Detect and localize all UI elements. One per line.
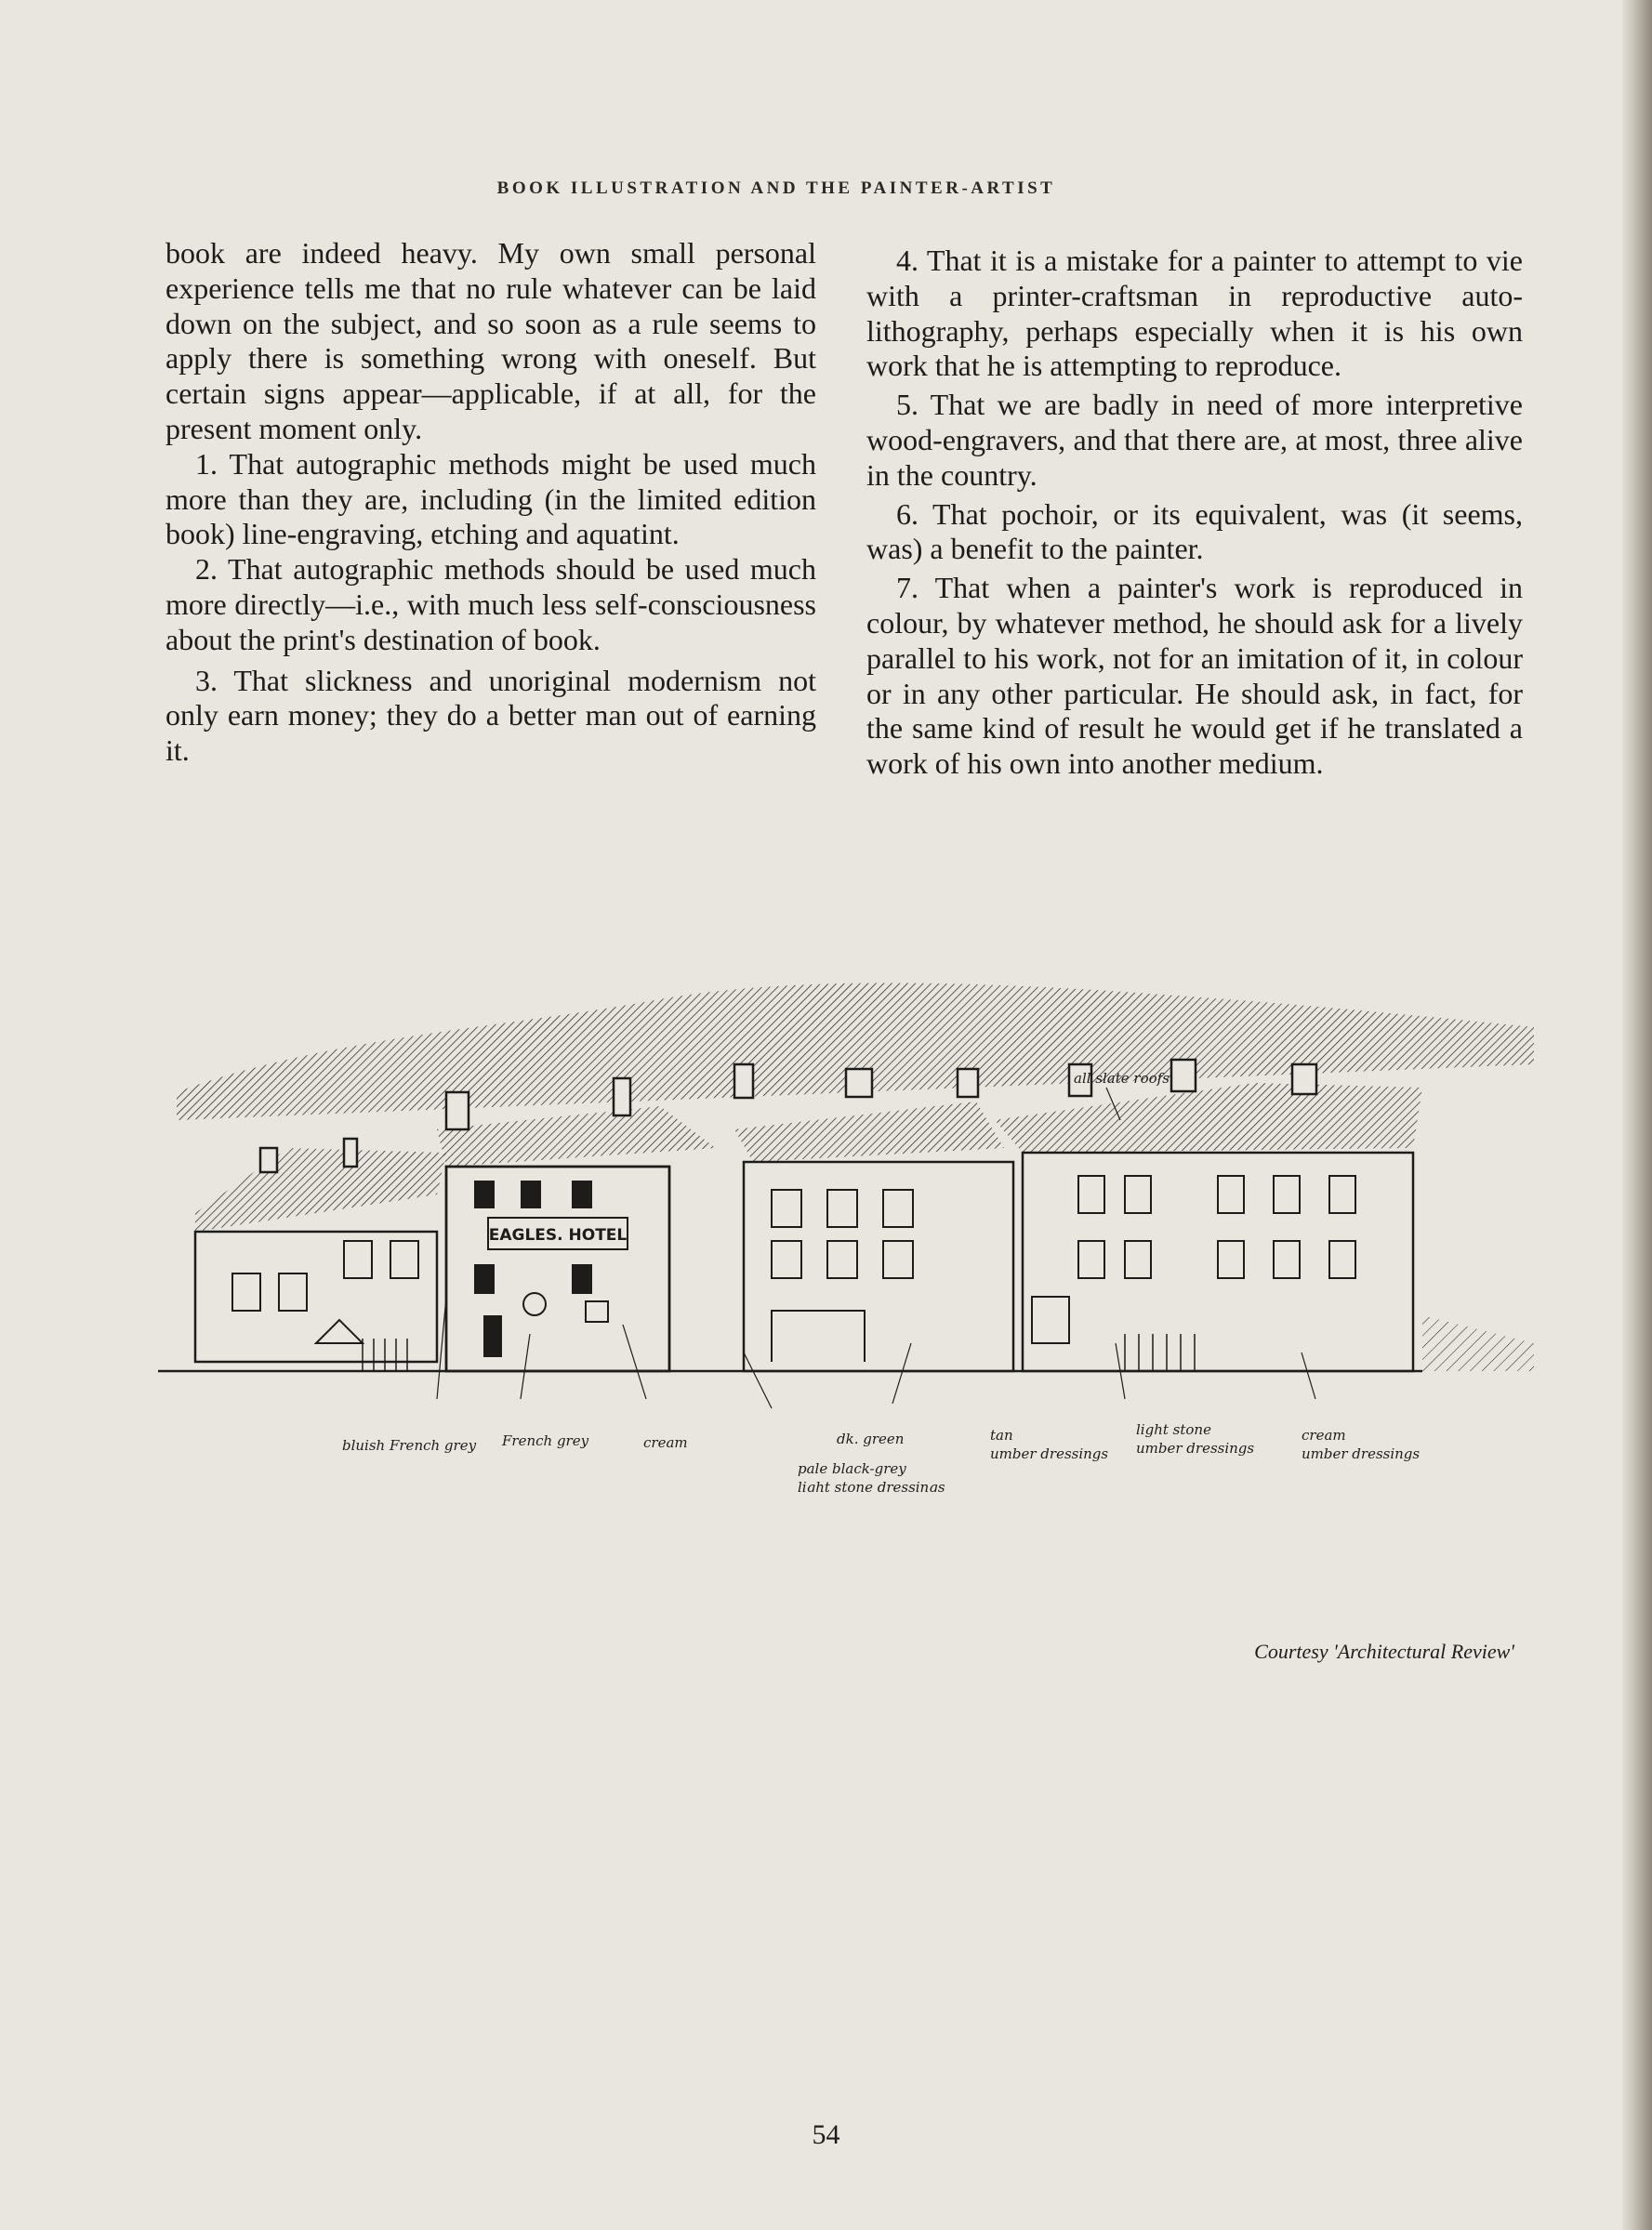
- hotel-sign-text: EAGLES. HOTEL: [488, 1226, 628, 1245]
- annotation-light-stone: light stone: [1136, 1421, 1211, 1438]
- numbered-point-1: 1. That autographic methods might be used much more than they are, including (in the limited edition book) line-engraving, etching and aquatint.: [165, 446, 816, 551]
- annotation-slate-roofs: all slate roofs: [1074, 1070, 1170, 1087]
- roof-middle-hatching: [734, 1102, 1004, 1162]
- numbered-point-4: 4. That it is a mistake for a painter to attempt to vie with a printer-craftsman in reproductive auto-lithography, perhaps especially when it is his own work that he is attempting to reproduce.: [866, 244, 1523, 383]
- right-column: [866, 244, 1523, 782]
- annotation-tan: tan: [990, 1427, 1013, 1444]
- annotation-dk-green: dk. green: [837, 1431, 905, 1447]
- roof-left-hatching: [195, 1148, 446, 1232]
- numbered-point-6: 6. That pochoir, or its equivalent, was (it seems, was) a benefit to the painter.: [866, 496, 1523, 566]
- numbered-point-7: 7. That when a painter's work is reproduced in colour, by whatever method, he should ask for a lively parallel to his work, not for an imitation of it, in colour or in any other particular. He should ask, in fact, for the same kind of result he would get if he translated a work of his own into another medium.: [866, 571, 1523, 781]
- annotation-bluish-french-grey: bluish French grey: [342, 1437, 477, 1454]
- right-terrace-windows: [1032, 1176, 1355, 1343]
- annotation-pale-black-grey: pale black-grey: [798, 1460, 906, 1477]
- annotation-umber-dressings-2: umber dressings: [1136, 1440, 1255, 1457]
- annotation-cream-right: cream: [1302, 1427, 1346, 1444]
- street-sketch: [139, 962, 1543, 1492]
- annotation-french-grey: French grey: [502, 1432, 589, 1449]
- roof-right-hatching: [995, 1083, 1422, 1153]
- numbered-point-2: 2. That autographic methods should be used much more directly—i.e., with much less self-consciousness about the print's destination of book.: [165, 552, 816, 656]
- annotation-umber-dressings-3: umber dressings: [1302, 1445, 1421, 1462]
- hotel-clock: [523, 1293, 546, 1315]
- left-building-windows: [232, 1241, 418, 1343]
- roof-hotel-hatching: [437, 1106, 716, 1167]
- annotation-umber-dressings-1: umber dressings: [990, 1445, 1109, 1462]
- street-sketch-figure: [139, 962, 1543, 1492]
- middle-building: [744, 1162, 1013, 1371]
- annotation-cream: cream: [643, 1434, 688, 1451]
- running-head: BOOK ILLUSTRATION AND THE PAINTER-ARTIST: [496, 178, 1056, 198]
- hotel-windows: [474, 1181, 592, 1357]
- left-column: [165, 236, 816, 769]
- numbered-point-5: 5. That we are badly in need of more interpretive wood-engravers, and that there are, at most, three alive in the country.: [866, 388, 1523, 492]
- figure-credit: Courtesy 'Architectural Review': [1254, 1640, 1514, 1663]
- middle-building-windows: [772, 1190, 913, 1362]
- page-edge: [1622, 0, 1652, 2230]
- left-paragraph: book are indeed heavy. My own small personal experience tells me that no rule whatever can be laid down on the subject, and so soon as a rule seems to apply there is something wrong with oneself. But certain signs appear—applicable, if at all, for the present moment only.: [165, 236, 816, 445]
- hotel-small-window: [586, 1301, 608, 1322]
- numbered-point-3: 3. That slickness and unoriginal modernism not only earn money; they do a better man out of earning it.: [165, 663, 816, 768]
- annotation-light-stone-dressings: light stone dressings: [798, 1479, 945, 1492]
- page-number: 54: [812, 2119, 840, 2150]
